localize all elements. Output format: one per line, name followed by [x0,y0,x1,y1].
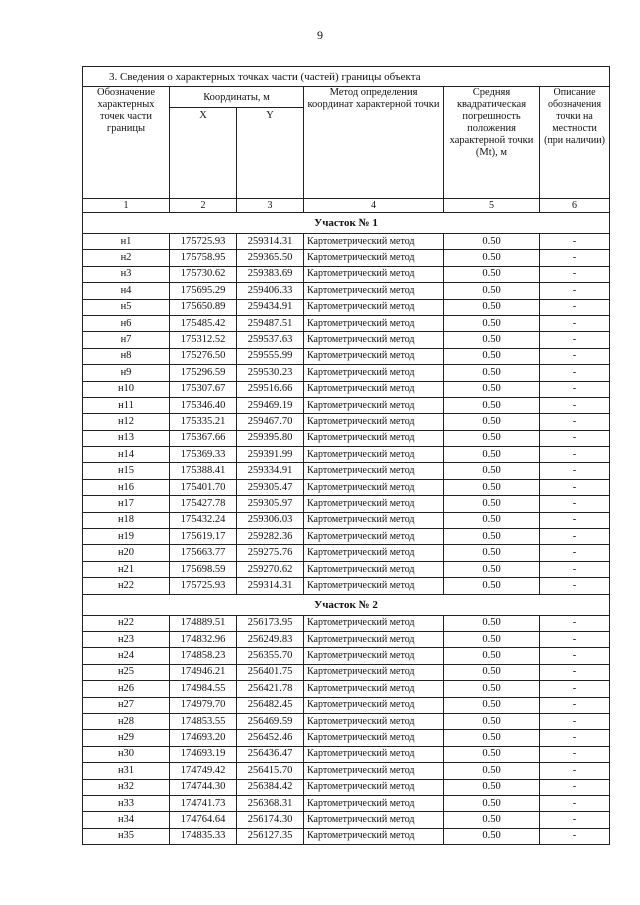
header-designation: Обозначение характерных точек части границы [83,87,170,199]
description-cell: - [540,795,610,811]
plot-title: Участок № 1 [83,213,610,234]
coord-x: 175296.59 [170,365,237,381]
method-cell: Картометрический метод [304,397,444,413]
point-designation: н35 [83,828,170,844]
error-value: 0.50 [444,381,540,397]
point-designation: н26 [83,681,170,697]
coord-x: 174749.42 [170,763,237,779]
coord-y: 256249.83 [237,631,304,647]
coord-x: 175758.95 [170,250,237,266]
description-cell: - [540,529,610,545]
description-cell: - [540,812,610,828]
error-value: 0.50 [444,713,540,729]
table-row [83,578,610,594]
coord-y: 256401.75 [237,664,304,680]
point-designation: н19 [83,529,170,545]
coord-x: 175401.70 [170,479,237,495]
coord-y: 256452.46 [237,730,304,746]
plot-title: Участок № 2 [83,594,610,615]
coord-x: 175369.33 [170,447,237,463]
error-value: 0.50 [444,730,540,746]
table-row [83,348,610,364]
section-title: 3. Сведения о характерных точках части (частей) границы объекта [83,67,610,87]
method-cell: Картометрический метод [304,479,444,495]
coord-y: 259305.97 [237,496,304,512]
description-cell: - [540,479,610,495]
method-cell: Картометрический метод [304,828,444,844]
coord-x: 174946.21 [170,664,237,680]
description-cell: - [540,447,610,463]
description-cell: - [540,512,610,528]
error-value: 0.50 [444,631,540,647]
description-cell: - [540,615,610,631]
column-number: 1 [83,199,170,213]
coord-y: 256482.45 [237,697,304,713]
point-designation: н29 [83,730,170,746]
table-row [83,561,610,577]
table-row [83,730,610,746]
description-cell: - [540,266,610,282]
coord-y: 259383.69 [237,266,304,282]
column-number: 3 [237,199,304,213]
table-row [83,664,610,680]
point-designation: н21 [83,561,170,577]
method-cell: Картометрический метод [304,615,444,631]
coord-y: 259314.31 [237,234,304,250]
description-cell: - [540,299,610,315]
coord-y: 259334.91 [237,463,304,479]
coord-y: 259467.70 [237,414,304,430]
column-number: 5 [444,199,540,213]
coord-y: 259434.91 [237,299,304,315]
method-cell: Картометрический метод [304,348,444,364]
table-row [83,430,610,446]
table-row [83,631,610,647]
point-designation: н18 [83,512,170,528]
description-cell: - [540,631,610,647]
error-value: 0.50 [444,578,540,594]
table-row [83,746,610,762]
coord-y: 256127.35 [237,828,304,844]
coord-y: 256421.78 [237,681,304,697]
error-value: 0.50 [444,234,540,250]
error-value: 0.50 [444,763,540,779]
point-designation: н17 [83,496,170,512]
coord-x: 174693.20 [170,730,237,746]
point-designation: н2 [83,250,170,266]
point-designation: н4 [83,283,170,299]
method-cell: Картометрический метод [304,730,444,746]
method-cell: Картометрический метод [304,332,444,348]
error-value: 0.50 [444,283,540,299]
column-number: 2 [170,199,237,213]
coord-y: 256469.59 [237,713,304,729]
method-cell: Картометрический метод [304,779,444,795]
description-cell: - [540,234,610,250]
coord-y: 259314.31 [237,578,304,594]
description-cell: - [540,332,610,348]
coord-y: 259282.36 [237,529,304,545]
method-cell: Картометрический метод [304,496,444,512]
method-cell: Картометрический метод [304,631,444,647]
method-cell: Картометрический метод [304,283,444,299]
description-cell: - [540,348,610,364]
plot-header-row [83,594,610,615]
coord-y: 259555.99 [237,348,304,364]
method-cell: Картометрический метод [304,681,444,697]
table-row [83,512,610,528]
point-designation: н6 [83,315,170,331]
description-cell: - [540,681,610,697]
point-designation: н13 [83,430,170,446]
header-coordinates: Координаты, м [170,87,304,108]
coord-x: 174889.51 [170,615,237,631]
description-cell: - [540,697,610,713]
error-value: 0.50 [444,779,540,795]
description-cell: - [540,397,610,413]
description-cell: - [540,648,610,664]
coord-y: 259406.33 [237,283,304,299]
coord-x: 174853.55 [170,713,237,729]
error-value: 0.50 [444,545,540,561]
table-row [83,529,610,545]
method-cell: Картометрический метод [304,746,444,762]
header-description: Описание обозначения точки на местности (при наличии) [540,87,610,199]
method-cell: Картометрический метод [304,561,444,577]
table-row [83,812,610,828]
coord-x: 175276.50 [170,348,237,364]
method-cell: Картометрический метод [304,578,444,594]
point-designation: н3 [83,266,170,282]
method-cell: Картометрический метод [304,529,444,545]
coord-x: 174835.33 [170,828,237,844]
description-cell: - [540,463,610,479]
point-designation: н32 [83,779,170,795]
method-cell: Картометрический метод [304,315,444,331]
method-cell: Картометрический метод [304,648,444,664]
coord-x: 175388.41 [170,463,237,479]
method-cell: Картометрический метод [304,414,444,430]
description-cell: - [540,250,610,266]
coord-x: 175725.93 [170,234,237,250]
description-cell: - [540,664,610,680]
header-y: Y [237,108,304,199]
description-cell: - [540,315,610,331]
coord-x: 175650.89 [170,299,237,315]
point-designation: н1 [83,234,170,250]
description-cell: - [540,496,610,512]
error-value: 0.50 [444,447,540,463]
error-value: 0.50 [444,512,540,528]
coord-x: 174764.64 [170,812,237,828]
coord-y: 259270.62 [237,561,304,577]
point-designation: н15 [83,463,170,479]
table-row [83,496,610,512]
description-cell: - [540,713,610,729]
coord-x: 175427.78 [170,496,237,512]
coord-y: 256384.42 [237,779,304,795]
coord-y: 256415.70 [237,763,304,779]
point-designation: н16 [83,479,170,495]
point-designation: н24 [83,648,170,664]
table-row [83,463,610,479]
point-designation: н12 [83,414,170,430]
method-cell: Картометрический метод [304,545,444,561]
method-cell: Картометрический метод [304,795,444,811]
error-value: 0.50 [444,250,540,266]
error-value: 0.50 [444,479,540,495]
point-designation: н11 [83,397,170,413]
table-row [83,381,610,397]
point-designation: н22 [83,578,170,594]
point-designation: н31 [83,763,170,779]
table-row [83,447,610,463]
method-cell: Картометрический метод [304,812,444,828]
coord-x: 175619.17 [170,529,237,545]
coord-y: 259487.51 [237,315,304,331]
description-cell: - [540,763,610,779]
boundary-points-table [82,66,610,845]
table-row [83,266,610,282]
coord-y: 256355.70 [237,648,304,664]
coord-x: 175367.66 [170,430,237,446]
coord-y: 259516.66 [237,381,304,397]
point-designation: н7 [83,332,170,348]
error-value: 0.50 [444,529,540,545]
method-cell: Картометрический метод [304,763,444,779]
method-cell: Картометрический метод [304,697,444,713]
coord-x: 174979.70 [170,697,237,713]
error-value: 0.50 [444,746,540,762]
error-value: 0.50 [444,430,540,446]
point-designation: н23 [83,631,170,647]
description-cell: - [540,561,610,577]
point-designation: н9 [83,365,170,381]
table-row [83,414,610,430]
table-row [83,397,610,413]
coord-x: 174741.73 [170,795,237,811]
coord-y: 256173.95 [237,615,304,631]
table-row [83,283,610,299]
description-cell: - [540,365,610,381]
description-cell: - [540,414,610,430]
coord-y: 259275.76 [237,545,304,561]
coord-x: 174984.55 [170,681,237,697]
error-value: 0.50 [444,332,540,348]
coord-y: 259365.50 [237,250,304,266]
coord-x: 175346.40 [170,397,237,413]
coord-x: 175730.62 [170,266,237,282]
description-cell: - [540,746,610,762]
point-designation: н5 [83,299,170,315]
coord-y: 256368.31 [237,795,304,811]
coord-y: 256436.47 [237,746,304,762]
error-value: 0.50 [444,681,540,697]
coord-y: 259305.47 [237,479,304,495]
coord-y: 259391.99 [237,447,304,463]
table-row [83,299,610,315]
coord-y: 259306.03 [237,512,304,528]
page-number: 9 [317,28,323,42]
table-row [83,250,610,266]
coord-x: 175698.59 [170,561,237,577]
table-row [83,697,610,713]
method-cell: Картометрический метод [304,381,444,397]
point-designation: н28 [83,713,170,729]
method-cell: Картометрический метод [304,365,444,381]
coord-x: 175485.42 [170,315,237,331]
table-row [83,795,610,811]
method-cell: Картометрический метод [304,512,444,528]
coord-x: 175432.24 [170,512,237,528]
point-designation: н25 [83,664,170,680]
table-row [83,648,610,664]
point-designation: н27 [83,697,170,713]
method-cell: Картометрический метод [304,266,444,282]
error-value: 0.50 [444,496,540,512]
coord-x: 175725.93 [170,578,237,594]
error-value: 0.50 [444,414,540,430]
error-value: 0.50 [444,315,540,331]
error-value: 0.50 [444,299,540,315]
method-cell: Картометрический метод [304,664,444,680]
description-cell: - [540,779,610,795]
description-cell: - [540,545,610,561]
table-row [83,365,610,381]
point-designation: н14 [83,447,170,463]
description-cell: - [540,283,610,299]
column-number: 4 [304,199,444,213]
error-value: 0.50 [444,828,540,844]
method-cell: Картометрический метод [304,234,444,250]
coord-y: 259395.80 [237,430,304,446]
header-x: X [170,108,237,199]
description-cell: - [540,828,610,844]
header-error: Средняя квадратическая погрешность положения характерной точки (Mt), м [444,87,540,199]
coord-x: 174858.23 [170,648,237,664]
table-row [83,545,610,561]
error-value: 0.50 [444,697,540,713]
coord-y: 256174.30 [237,812,304,828]
point-designation: н10 [83,381,170,397]
error-value: 0.50 [444,615,540,631]
coord-x: 175663.77 [170,545,237,561]
table-row [83,479,610,495]
method-cell: Картометрический метод [304,299,444,315]
coord-x: 174744.30 [170,779,237,795]
description-cell: - [540,578,610,594]
coord-y: 259469.19 [237,397,304,413]
error-value: 0.50 [444,648,540,664]
coord-y: 259537.63 [237,332,304,348]
point-designation: н30 [83,746,170,762]
description-cell: - [540,730,610,746]
error-value: 0.50 [444,365,540,381]
table-row [83,779,610,795]
error-value: 0.50 [444,397,540,413]
table-row [83,681,610,697]
coord-x: 175335.21 [170,414,237,430]
column-number: 6 [540,199,610,213]
coord-y: 259530.23 [237,365,304,381]
error-value: 0.50 [444,561,540,577]
table-row [83,315,610,331]
description-cell: - [540,381,610,397]
description-cell: - [540,430,610,446]
table-row [83,828,610,844]
coord-x: 175307.67 [170,381,237,397]
error-value: 0.50 [444,812,540,828]
point-designation: н33 [83,795,170,811]
coord-x: 174832.96 [170,631,237,647]
method-cell: Картометрический метод [304,430,444,446]
method-cell: Картометрический метод [304,250,444,266]
table-row [83,763,610,779]
method-cell: Картометрический метод [304,463,444,479]
plot-header-row [83,213,610,234]
method-cell: Картометрический метод [304,713,444,729]
header-method: Метод определения координат характерной точки [304,87,444,199]
error-value: 0.50 [444,266,540,282]
coord-x: 175695.29 [170,283,237,299]
point-designation: н20 [83,545,170,561]
error-value: 0.50 [444,348,540,364]
coord-x: 175312.52 [170,332,237,348]
method-cell: Картометрический метод [304,447,444,463]
error-value: 0.50 [444,664,540,680]
error-value: 0.50 [444,463,540,479]
table-row [83,234,610,250]
point-designation: н22 [83,615,170,631]
error-value: 0.50 [444,795,540,811]
point-designation: н8 [83,348,170,364]
point-designation: н34 [83,812,170,828]
table-row [83,332,610,348]
coord-x: 174693.19 [170,746,237,762]
table-row [83,615,610,631]
table-row [83,713,610,729]
